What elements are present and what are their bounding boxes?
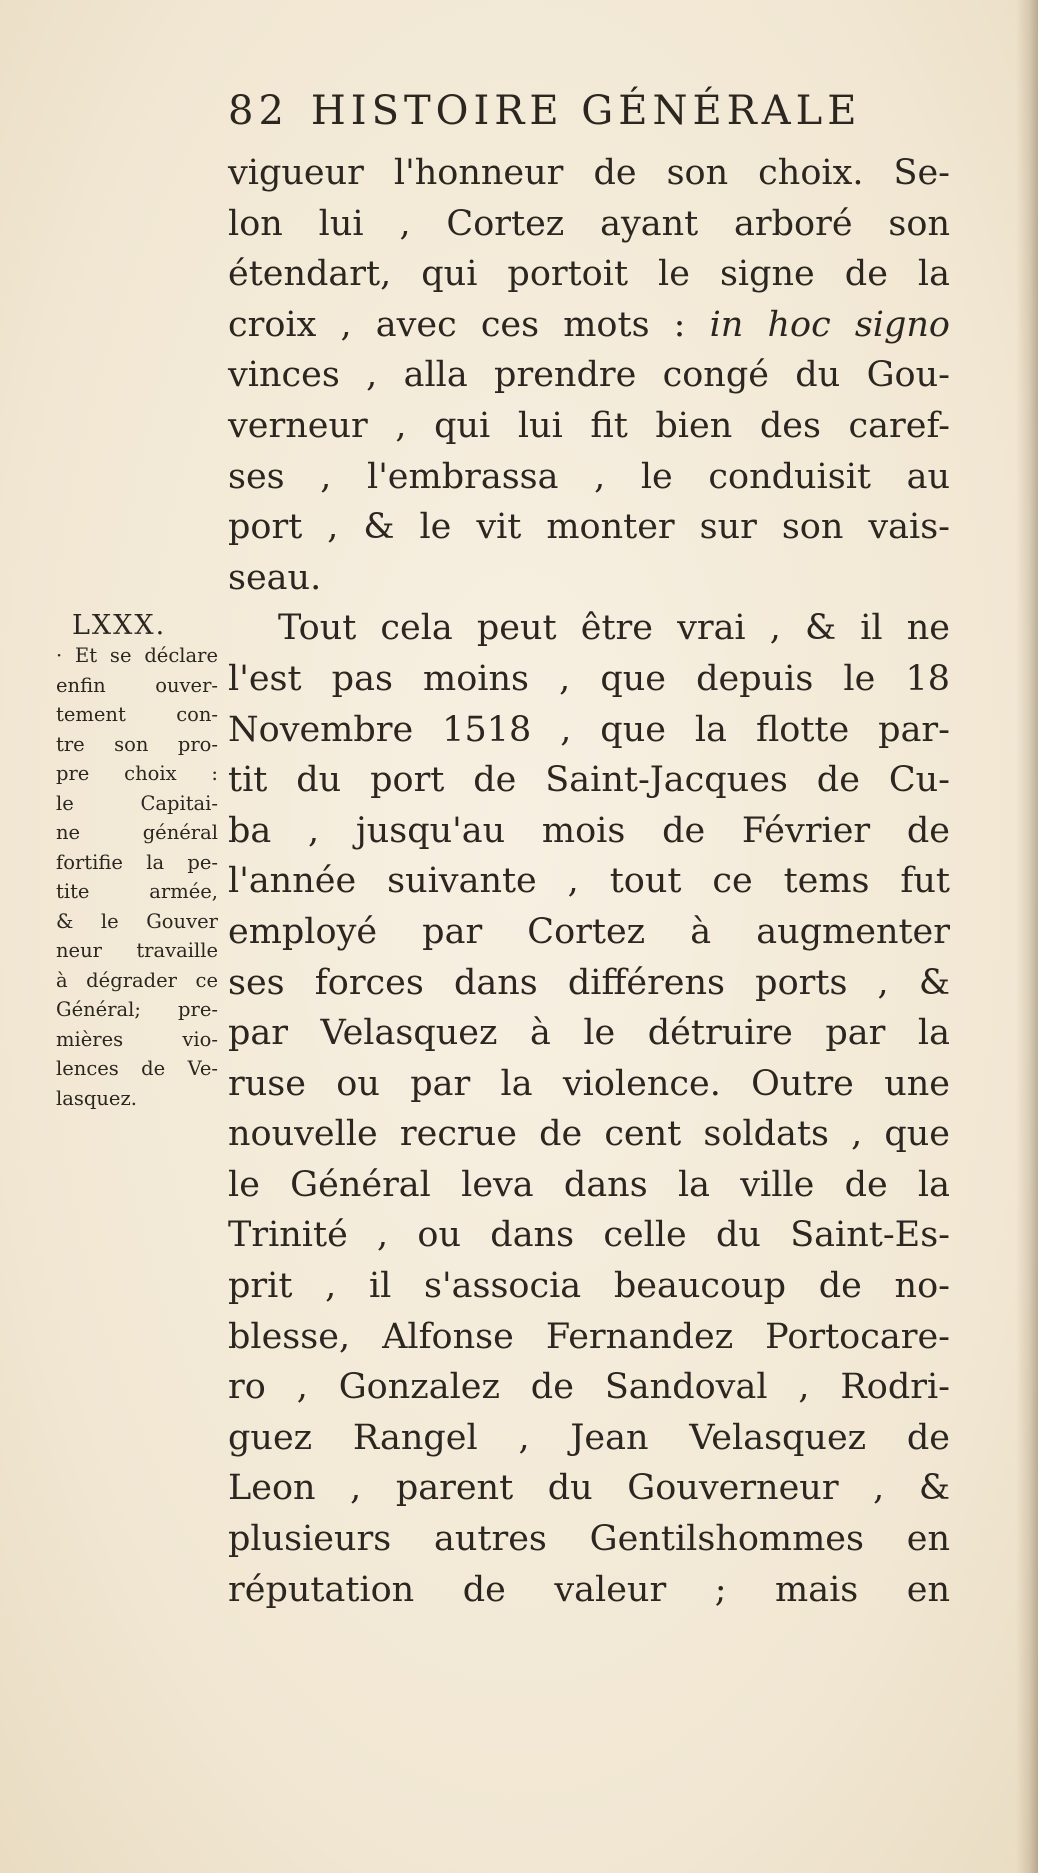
page-spine-shadow [1016,0,1038,1873]
text-line: guez Rangel , Jean Velasquez de [228,1417,950,1458]
text-line: lon lui , Cortez ayant arboré son [228,203,950,244]
margin-note-line: fortifie la pe- [56,850,218,874]
text-line: employé par Cortez à augmenter [228,911,950,952]
text-line: le Général leva dans la ville de la [228,1164,950,1205]
text-line: ses , l'embrassa , le conduisit au [228,456,950,497]
text-line [228,300,950,351]
margin-note-line: · Et se déclare [56,644,218,667]
text-line: Trinité , ou dans celle du Saint-Es- [228,1215,950,1256]
text-line: ses forces dans différens ports , & [228,962,950,1003]
text-line: ro , Gonzalez de Sandoval , Rodri- [228,1367,950,1408]
text-line: ruse ou par la violence. Outre une [228,1063,950,1104]
text-line: blesse, Alfonse Fernandez Portocare- [228,1316,950,1357]
running-header [228,88,928,140]
margin-note-line: ne général [56,821,218,844]
margin-note [56,641,218,1113]
margin-note-line: neur travaille [56,939,218,962]
text-line: verneur , qui lui fit bien des caref- [228,405,950,446]
text-line: tit du port de Saint-Jacques de Cu- [228,760,950,801]
margin-note-line: Général; pre- [56,998,218,1021]
text-line: plusieurs autres Gentilshommes en [228,1519,950,1560]
running-title: HISTOIRE GÉNÉRALE [310,88,862,134]
text-line: nouvelle recrue de cent soldats , que [228,1114,950,1155]
text-line: vigueur l'honneur de son choix. Se- [228,153,950,193]
margin-note-line: tement con- [56,703,218,726]
margin-note-line: & le Gouver [56,909,218,933]
section-number: LXXX. [72,610,167,641]
text-line: seau. [228,557,322,598]
text-line: l'est pas moins , que depuis le 18 [228,658,950,699]
margin-note-line: tite armée, [56,880,218,903]
text-line: ba , jusqu'au mois de Février de [228,810,950,851]
text-line: l'année suivante , tout ce tems fut [228,861,950,902]
margin-note-line: tre son pro- [56,732,218,756]
text-line: par Velasquez à le détruire par la [228,1013,950,1054]
text-line: Novembre 1518 , que la flotte par- [228,709,950,750]
text-line: Tout cela peut être vrai , & il ne [278,608,950,649]
margin-note-line: enfin ouver- [56,673,218,697]
text-line: étendart, qui portoit le signe de la [228,254,950,295]
latin-motto: in hoc signo [709,304,951,345]
text-line: prit , il s'associa beaucoup de no- [228,1266,950,1307]
margin-note-line: lasquez. [56,1086,137,1110]
margin-note-line: lences de Ve- [56,1057,218,1080]
body-text [228,148,950,1615]
text-line: vinces , alla prendre congé du Gou- [228,355,950,396]
margin-note-line: mières vio- [56,1027,218,1051]
margin-note-line: pre choix : [56,762,218,785]
text-line: port , & le vit monter sur son vais- [228,507,950,548]
page-number: 82 [228,88,289,134]
text-line: Leon , parent du Gouverneur , & [228,1468,950,1509]
text-line: réputation de valeur ; mais en [228,1569,950,1610]
margin-note-line: le Capitai- [56,791,218,815]
text-line-start: croix , avec ces mots : [228,304,710,345]
margin-note-line: à dégrader ce [56,968,218,992]
